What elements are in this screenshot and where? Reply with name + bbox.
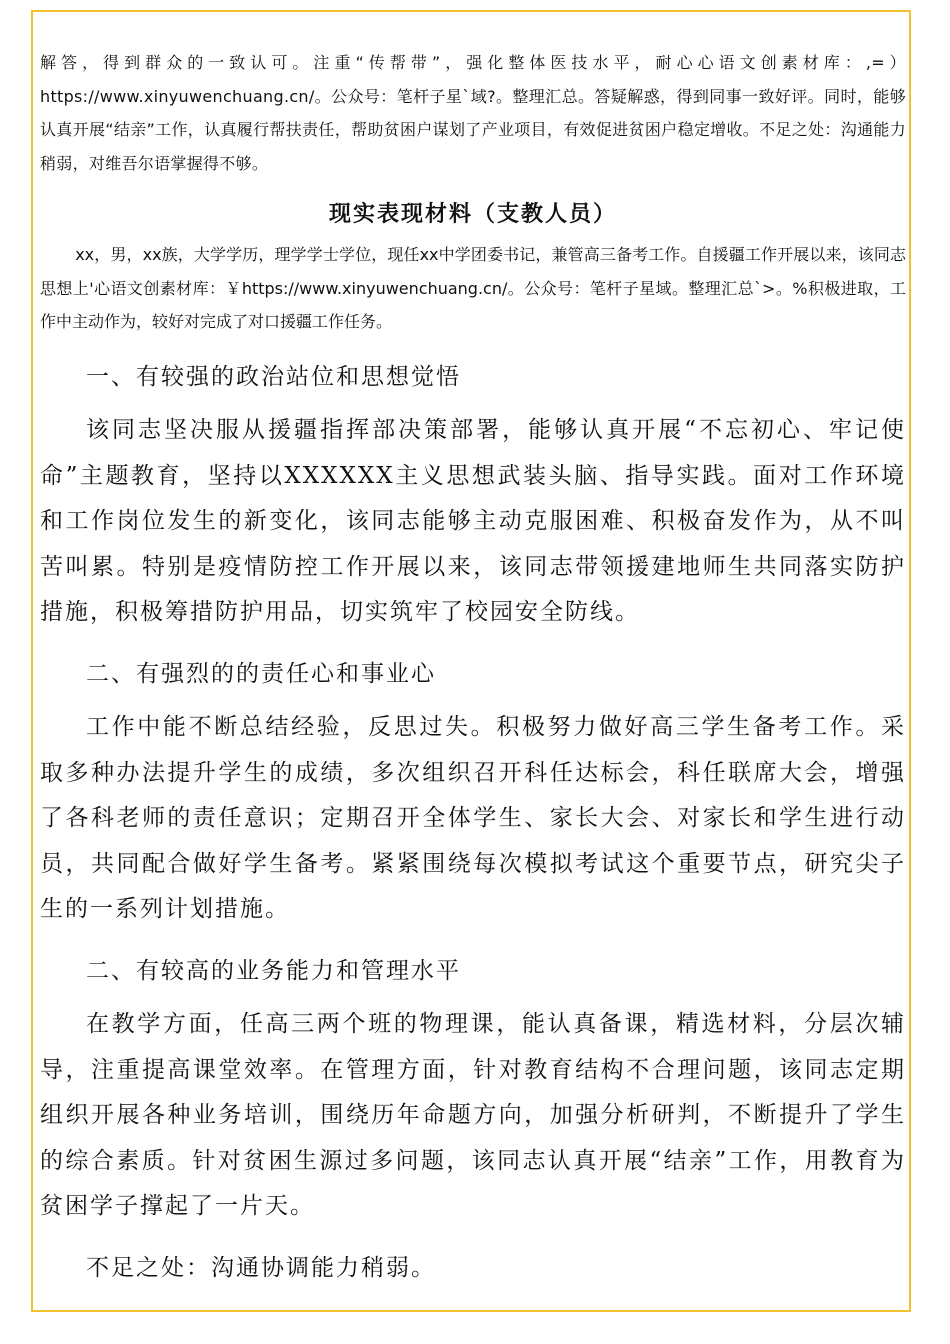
section-3-body: 在教学方面，任高三两个班的物理课，能认真备课，精选材料，分层次辅导，注重提高课堂效率。在管理方面，针对教育结构不合理问题，该同志定期组织开展各种业务培训，围绕历年命题方向，加强分析研判，不断提升了学生的综合素质。针对贫困生源过多问题，该同志认真开展“结亲”工作，用教育为贫困学子撑起了一片天。 bbox=[40, 1011, 906, 1219]
page-frame bbox=[31, 10, 911, 1312]
section-1-heading: 一、有较强的政治站位和思想觉悟 bbox=[86, 363, 461, 390]
section-1-body: 该同志坚决服从援疆指挥部决策部署，能够认真开展“不忘初心、牢记使命”主题教育，坚持以XXXXXX主义思想武装头脑、指导实践。面对工作环境和工作岗位发生的新变化，该同志能够主动克服困难、积极奋发作为，从不叫苦叫累。特别是疫情防控工作开展以来，该同志带领援建地师生共同落实防护措施，积极筹措防护用品，切实筑牢了校园安全防线。 bbox=[40, 417, 906, 625]
closing-paragraph: 不足之处：沟通协调能力稍弱。 bbox=[86, 1254, 436, 1281]
document-body bbox=[40, 46, 906, 1299]
section-3-heading: 二、有较高的业务能力和管理水平 bbox=[86, 957, 461, 984]
section-2-body: 工作中能不断总结经验，反思过失。积极努力做好高三学生备考工作。采取多种办法提升学生的成绩，多次组织召开科任达标会，科任联席大会，增强了各科老师的责任意识；定期召开全体学生、家长大会、对家长和学生进行动员，共同配合做好学生备考。紧紧围绕每次模拟考试这个重要节点，研究尖子生的一系列计划措施。 bbox=[40, 714, 906, 922]
document-title: 现实表现材料（支教人员） bbox=[328, 202, 617, 227]
lead-paragraph: xx，男，xx族，大学学历，理学学士学位，现任xx中学团委书记，兼管高三备考工作。自援疆工作开展以来，该同志思想上'心语文创素材库：￥https://www.xinyuwenchuang.cn/。公众号：笔杆子星域。整理汇总`>。%积极进取，工作中主动作为，较好对完成了对口援疆工作任务。 bbox=[40, 245, 906, 331]
section-2-heading: 二、有强烈的的责任心和事业心 bbox=[86, 660, 436, 687]
intro-paragraph: 解答，得到群众的一致认可。注重“传帮带”，强化整体医技水平，耐心心语文创素材库：,=）https://www.xinyuwenchuang.cn/。公众号：笔杆子星`域?。整理汇总。答疑解惑，得到同事一致好评。同时，能够认真开展“结亲”工作，认真履行帮扶责任，帮助贫困户谋划了产业项目，有效促进贫困户稳定增收。不足之处：沟通能力稍弱，对维吾尔语掌握得不够。 bbox=[40, 53, 906, 173]
